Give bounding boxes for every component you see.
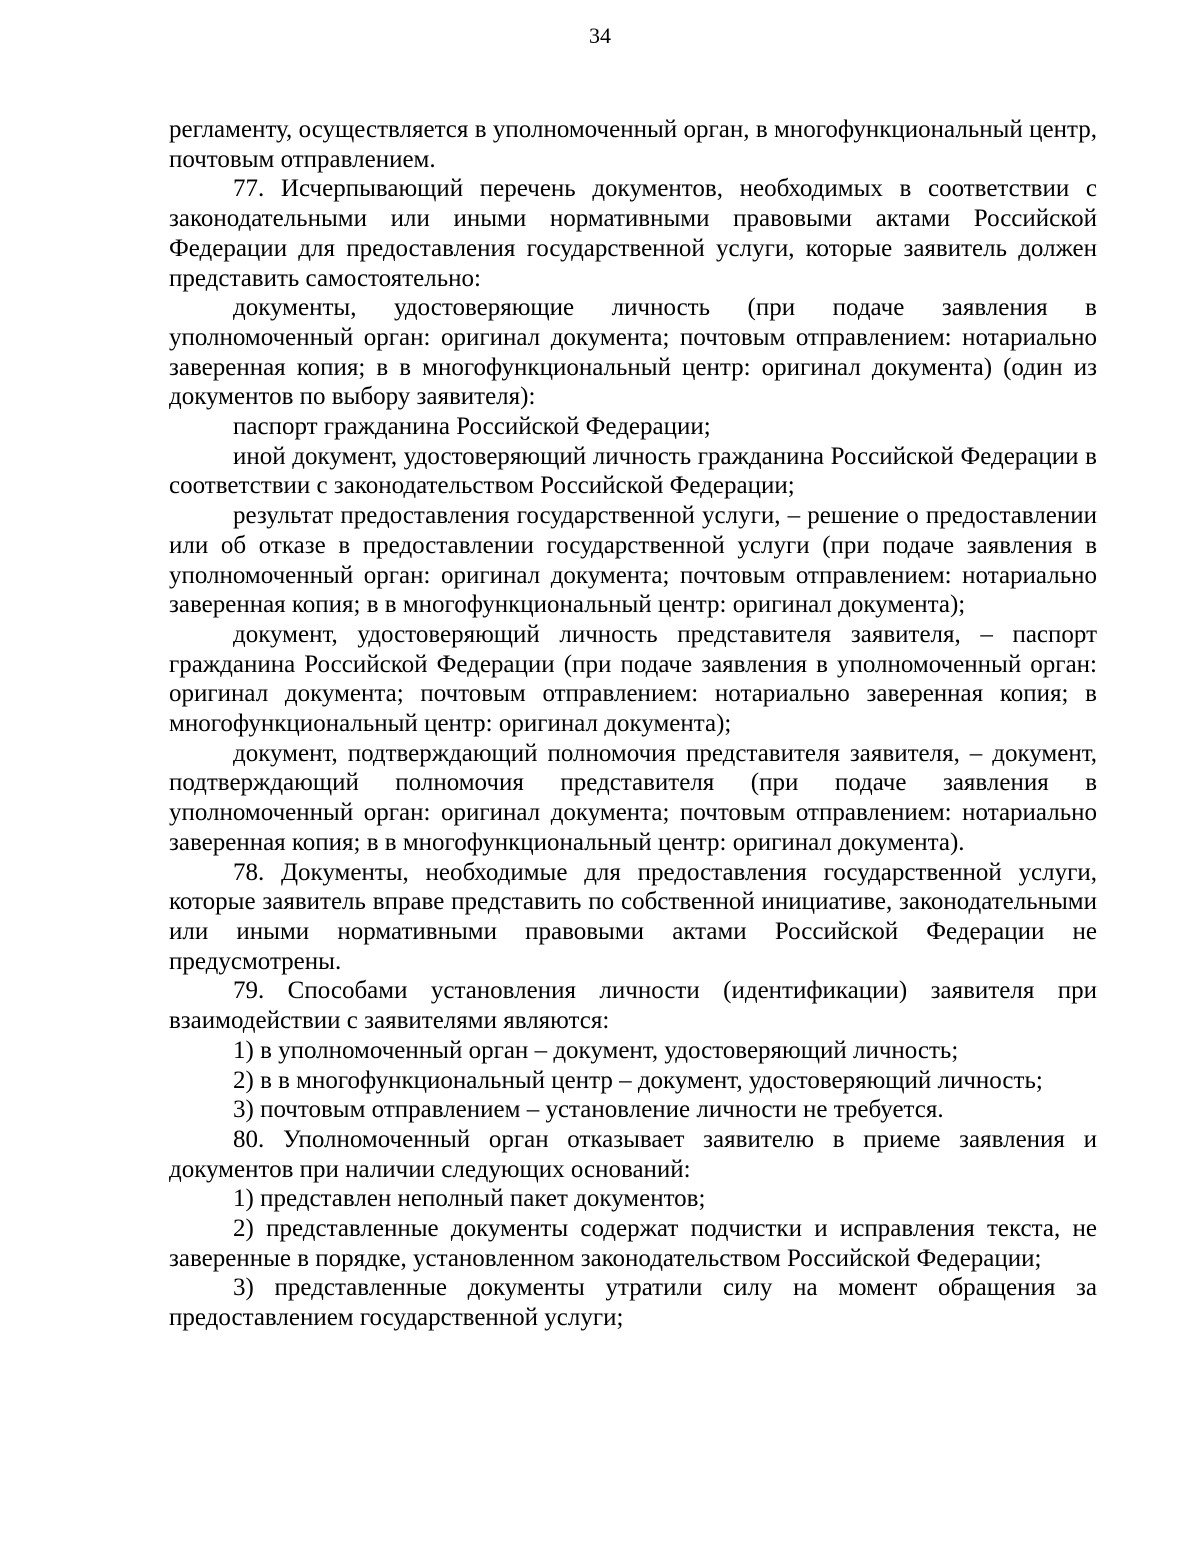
paragraph-continuation: регламенту, осуществляется в уполномоченный орган, в многофункциональный центр, почтовым отправлением.	[169, 116, 1097, 173]
list-item-80-3: 3) представленные документы утратили силу на момент обращения за предоставлением государственной услуги;	[169, 1274, 1097, 1332]
paragraph-service-result: результат предоставления государственной услуги, – решение о предоставлении или об отказе в предоставлении государственной услуги (при подаче заявления в уполномоченный орган: оригинал документа; почтовым отправлением: нотариально заверенная копия; в в многофункциональный центр: оригинал документа);	[169, 502, 1097, 619]
list-item-79-2: 2) в в многофункциональный центр – документ, удостоверяющий личность;	[233, 1066, 1043, 1094]
list-item-79-1: 1) в уполномоченный орган – документ, удостоверяющий личность;	[233, 1036, 959, 1064]
paragraph-80: 80. Уполномоченный орган отказывает заявителю в приеме заявления и документов при наличии следующих оснований:	[169, 1125, 1097, 1183]
page-number: 34	[589, 23, 611, 48]
document-body	[169, 115, 1097, 1333]
paragraph-other-document: иной документ, удостоверяющий личность гражданина Российской Федерации в соответствии с законодательством Российской Федерации;	[169, 442, 1097, 500]
paragraph-representative-authority: документ, подтверждающий полномочия представителя заявителя, – документ, подтверждающий полномочия представителя (при подаче заявления в уполномоченный орган: оригинал документа; почтовым отправлением: нотариально заверенная копия; в в многофункциональный центр: оригинал документа).	[169, 739, 1097, 856]
paragraph-77: 77. Исчерпывающий перечень документов, необходимых в соответствии с законодательными или иными нормативными правовыми актами Российской Федерации для предоставления государственной услуги, которые заявитель должен представить самостоятельно:	[169, 175, 1097, 292]
list-item-80-2: 2) представленные документы содержат подчистки и исправления текста, не заверенные в порядке, установленном законодательством Российской Федерации;	[169, 1215, 1097, 1272]
paragraph-identity-documents: документы, удостоверяющие личность (при подаче заявления в уполномоченный орган: оригинал документа; почтовым отправлением: нотариально заверенная копия; в в многофункциональный центр: оригинал документа) (один из документов по выбору заявителя):	[169, 294, 1097, 411]
paragraph-representative-identity: документ, удостоверяющий личность представителя заявителя, – паспорт гражданина Российской Федерации (при подаче заявления в уполномоченный орган: оригинал документа; почтовым отправлением: нотариально заверенная копия; в многофункциональный центр: оригинал документа);	[169, 620, 1097, 738]
paragraph-79: 79. Способами установления личности (идентификации) заявителя при взаимодействии с заявителями являются:	[169, 977, 1097, 1035]
paragraph-78: 78. Документы, необходимые для предоставления государственной услуги, которые заявитель вправе представить по собственной инициативе, законодательными или иными нормативными правовыми актами Российской Федерации не предусмотрены.	[169, 858, 1097, 975]
list-item-80-1: 1) представлен неполный пакет документов;	[233, 1185, 706, 1213]
paragraph-passport: паспорт гражданина Российской Федерации;	[233, 413, 711, 441]
list-item-79-3: 3) почтовым отправлением – установление личности не требуется.	[233, 1096, 944, 1124]
